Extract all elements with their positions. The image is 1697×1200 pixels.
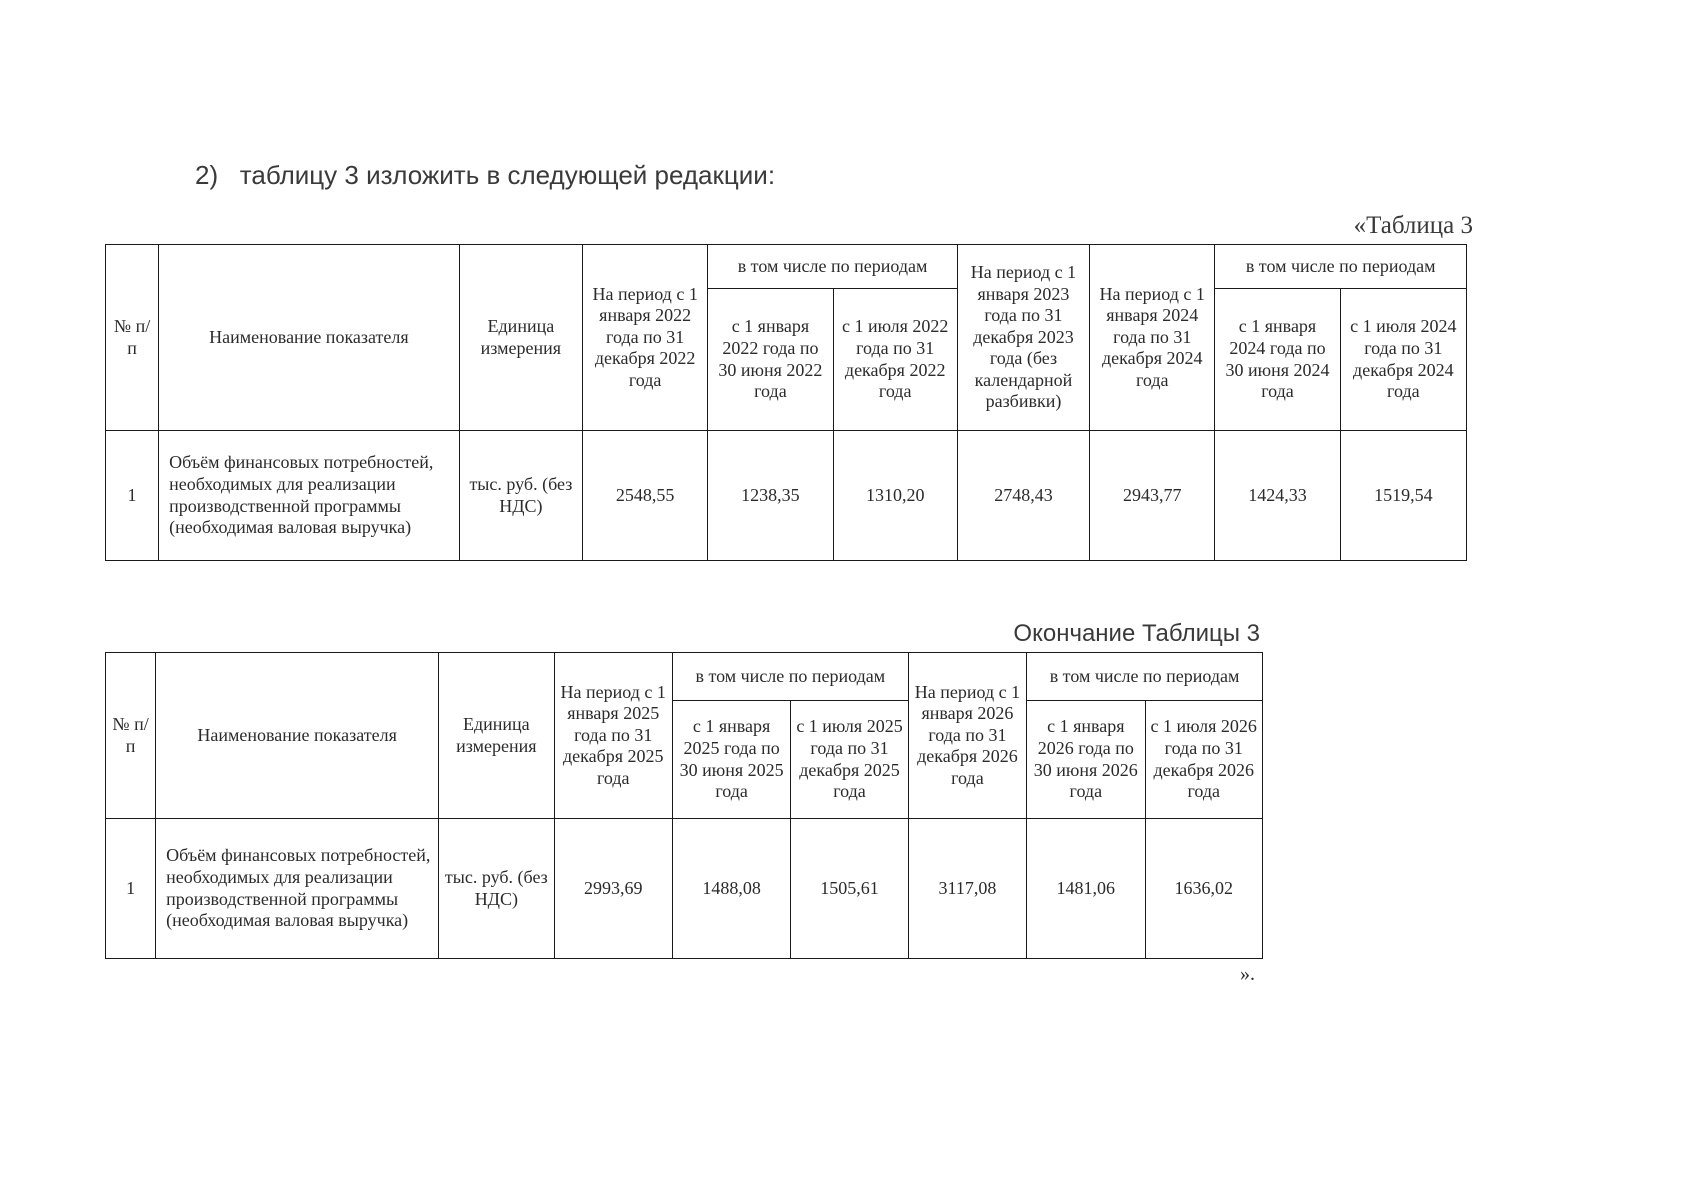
header-h1-2024: с 1 января 2024 года по 30 июня 2024 года — [1215, 289, 1340, 431]
cell-h1-2026: 1481,06 — [1027, 819, 1145, 959]
header-num: № п/п — [106, 653, 156, 819]
header-h2-2026: с 1 июля 2026 года по 31 декабря 2026 года — [1145, 701, 1263, 819]
table1-caption: «Таблица 3 — [1353, 212, 1473, 239]
header-name: Наименование показателя — [156, 653, 439, 819]
cell-h2-2022: 1310,20 — [833, 431, 957, 561]
cell-name: Объём финансовых потребностей, необходимых для реализации производственной программы (необходимая валовая выручка) — [159, 431, 460, 561]
header-period-2025: На период с 1 января 2025 года по 31 декабря 2025 года — [554, 653, 672, 819]
header-h2-2024: с 1 июля 2024 года по 31 декабря 2024 года — [1340, 289, 1466, 431]
header-period-2022: На период с 1 января 2022 года по 31 декабря 2022 года — [583, 245, 708, 431]
cell-num: 1 — [106, 431, 159, 561]
header-period-2023: На период с 1 января 2023 года по 31 декабря 2023 года (без календарной разбивки) — [957, 245, 1089, 431]
cell-h2-2024: 1519,54 — [1340, 431, 1466, 561]
closing-quote: ». — [1240, 963, 1255, 985]
table-row — [106, 431, 1467, 561]
cell-period-2022: 2548,55 — [583, 431, 708, 561]
header-h1-2026: с 1 января 2026 года по 30 июня 2026 года — [1027, 701, 1145, 819]
cell-period-2026: 3117,08 — [908, 819, 1026, 959]
table2-caption: Окончание Таблицы 3 — [1013, 620, 1260, 647]
cell-unit: тыс. руб. (без НДС) — [459, 431, 582, 561]
header-h1-2025: с 1 января 2025 года по 30 июня 2025 года — [672, 701, 790, 819]
header-period-2024: На период с 1 января 2024 года по 31 декабря 2024 года — [1090, 245, 1215, 431]
header-name: Наименование показателя — [159, 245, 460, 431]
cell-period-2025: 2993,69 — [554, 819, 672, 959]
cell-period-2023: 2748,43 — [957, 431, 1089, 561]
cell-h2-2025: 1505,61 — [791, 819, 908, 959]
header-period-2026: На период с 1 января 2026 года по 31 декабря 2026 года — [908, 653, 1026, 819]
cell-unit: тыс. руб. (без НДС) — [439, 819, 554, 959]
header-num: № п/п — [106, 245, 159, 431]
header-unit: Единица измерения — [459, 245, 582, 431]
header-unit: Единица измерения — [439, 653, 554, 819]
cell-name: Объём финансовых потребностей, необходимых для реализации производственной программы (необходимая валовая выручка) — [156, 819, 439, 959]
cell-h1-2025: 1488,08 — [672, 819, 790, 959]
header-h2-2022: с 1 июля 2022 года по 31 декабря 2022 года — [833, 289, 957, 431]
header-group-2024: в том числе по периодам — [1215, 245, 1467, 289]
table-2 — [105, 652, 1263, 959]
header-group-2026: в том числе по периодам — [1027, 653, 1263, 701]
header-h2-2025: с 1 июля 2025 года по 31 декабря 2025 года — [791, 701, 908, 819]
intro-text: 2) таблицу 3 изложить в следующей редакции: — [195, 160, 776, 190]
table-1 — [105, 244, 1467, 561]
cell-num: 1 — [106, 819, 156, 959]
table-row — [106, 819, 1263, 959]
header-h1-2022: с 1 января 2022 года по 30 июня 2022 года — [708, 289, 833, 431]
cell-h1-2024: 1424,33 — [1215, 431, 1340, 561]
cell-h1-2022: 1238,35 — [708, 431, 833, 561]
header-group-2022: в том числе по периодам — [708, 245, 958, 289]
header-group-2025: в том числе по периодам — [672, 653, 908, 701]
cell-period-2024: 2943,77 — [1090, 431, 1215, 561]
cell-h2-2026: 1636,02 — [1145, 819, 1263, 959]
